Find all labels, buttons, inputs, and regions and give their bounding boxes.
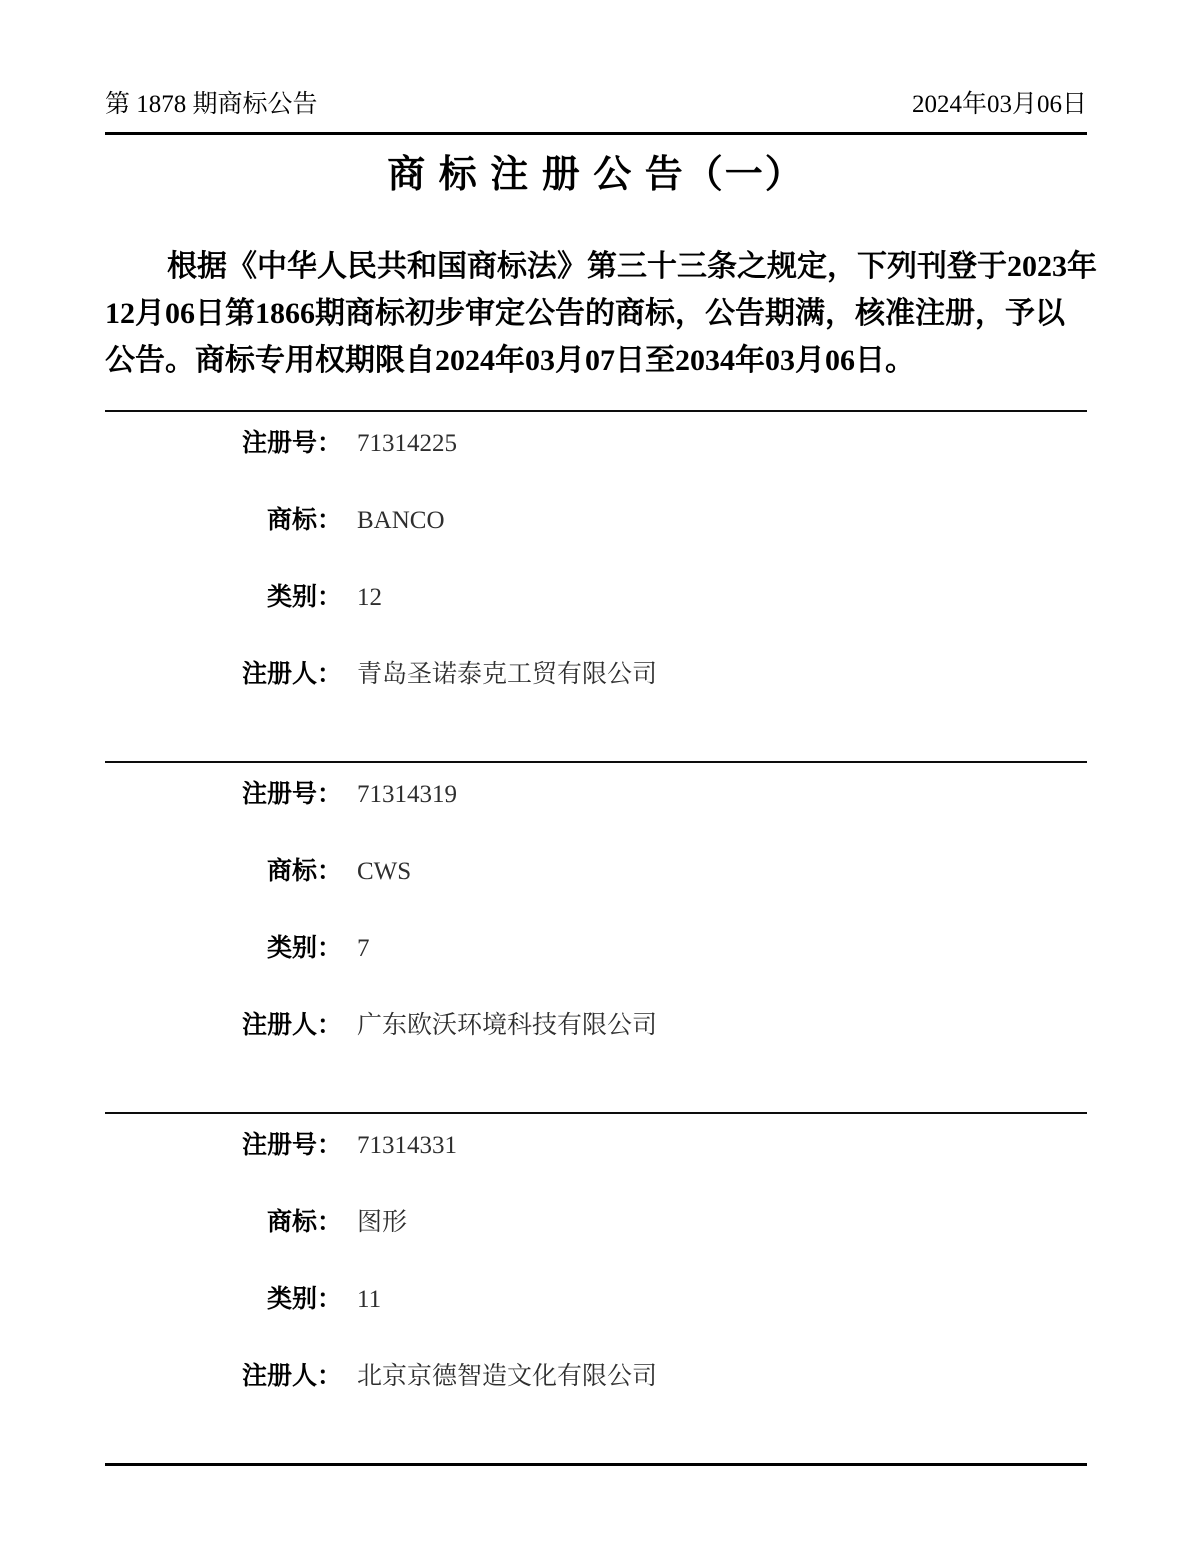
registrant-value: 广东欧沃环境科技有限公司: [357, 1012, 658, 1039]
field-label-reg-no: 注册号：: [241, 781, 342, 808]
reg-no-value: 71314319: [357, 781, 457, 808]
field-row: [105, 933, 1087, 1010]
field-label-registrant: 注册人：: [241, 1012, 342, 1039]
field-label-trademark: 商标：: [266, 507, 342, 534]
field-row: [105, 779, 1087, 856]
field-row: [105, 505, 1087, 582]
category-value: 7: [357, 935, 370, 962]
bottom-rule: [105, 1463, 1087, 1466]
field-row: [105, 659, 1087, 736]
trademark-entries: [105, 410, 1087, 1466]
field-row: [105, 1207, 1087, 1284]
field-label-category: 类别：: [266, 935, 342, 962]
gazette-issue: 第 1878 期商标公告: [105, 91, 318, 118]
reg-no-value: 71314225: [357, 430, 457, 457]
trademark-entry: [105, 761, 1087, 1112]
field-label-registrant: 注册人：: [241, 1363, 342, 1390]
trademark-entry: [105, 410, 1087, 761]
field-row: [105, 856, 1087, 933]
category-value: 12: [357, 584, 382, 611]
field-label-registrant: 注册人：: [241, 661, 342, 688]
field-label-reg-no: 注册号：: [241, 1132, 342, 1159]
field-label-category: 类别：: [266, 1286, 342, 1313]
intro-line: 根据《中华人民共和国商标法》第三十三条之规定，下列刊登于2023年: [167, 250, 1097, 283]
page-header: [105, 90, 1087, 120]
reg-no-value: 71314331: [357, 1132, 457, 1159]
field-label-reg-no: 注册号：: [241, 430, 342, 457]
field-row: [105, 1361, 1087, 1438]
page-title: 商 标 注 册 公 告（一）: [387, 154, 805, 196]
registrant-value: 北京京德智造文化有限公司: [357, 1363, 658, 1390]
intro-paragraph: [105, 243, 1097, 384]
intro-line: 12月06日第1866期商标初步审定公告的商标，公告期满，核准注册，予以: [105, 297, 1065, 330]
trademark-value: 图形: [357, 1209, 408, 1236]
field-row: [105, 1010, 1087, 1087]
gazette-date: 2024年03月06日: [911, 91, 1087, 118]
field-row: [105, 1284, 1087, 1361]
trademark-value: BANCO: [357, 507, 445, 534]
trademark-value: CWS: [357, 858, 412, 885]
field-label-trademark: 商标：: [266, 858, 342, 885]
field-label-trademark: 商标：: [266, 1209, 342, 1236]
field-row: [105, 428, 1087, 505]
registrant-value: 青岛圣诺泰克工贸有限公司: [357, 661, 658, 688]
field-row: [105, 1130, 1087, 1207]
intro-line: 公告。商标专用权期限自2024年03月07日至2034年03月06日。: [105, 344, 915, 377]
field-label-category: 类别：: [266, 584, 342, 611]
field-row: [105, 582, 1087, 659]
trademark-entry: [105, 1112, 1087, 1463]
header-rule: [105, 132, 1087, 135]
category-value: 11: [357, 1286, 382, 1313]
